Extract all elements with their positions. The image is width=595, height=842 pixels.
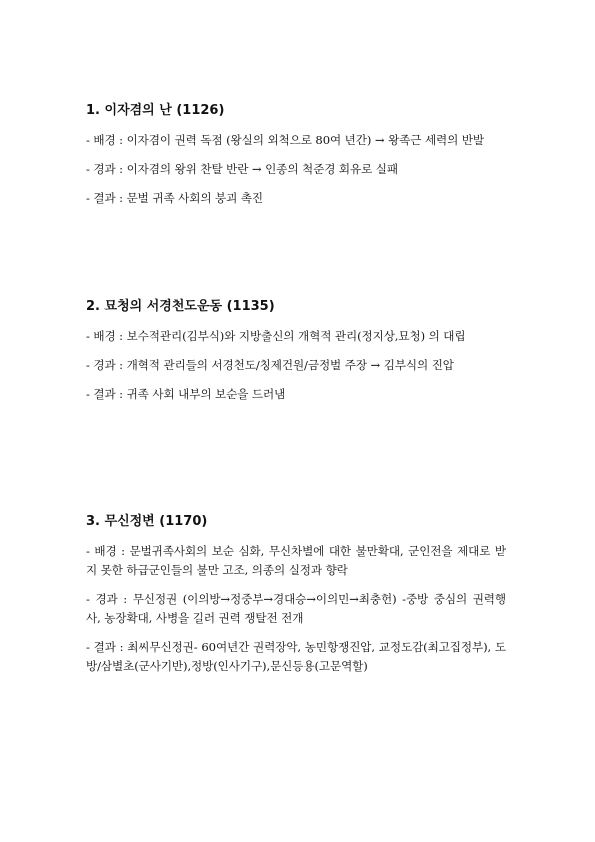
section-heading: 1. 이자겸의 난 (1126) [86, 103, 225, 118]
result-item: - 결과 : 최씨무신정권- 60여년간 권력장악, 농민항쟁진압, 교정도감(최고집정부), 도방/삼별초(군사기반),정방(인사기구),문신등용(고문역할) [86, 640, 506, 673]
section-yijagyeom-rebellion [86, 102, 506, 218]
process-item: - 경과 : 무신정권 (이의방→정중부→경대승→이의민→최충헌) -중방 중심의 권력행사, 농장확대, 사병을 길러 권력 쟁탈전 전개 [86, 592, 506, 625]
section-heading: 3. 무신정변 (1170) [86, 514, 208, 529]
section-military-coup [86, 513, 506, 686]
background-item: - 배경 : 이자겸이 권력 독점 (왕실의 외척으로 80여 년간) → 왕족근 세력의 반발 [86, 133, 485, 147]
section-myocheong-movement [86, 298, 506, 414]
process-item: - 경과 : 개혁적 관리들의 서경천도/칭제건원/금정벌 주장 → 김부식의 진압 [86, 358, 454, 372]
background-item: - 배경 : 문벌귀족사회의 보순 심화, 무신차별에 대한 불만확대, 군인전을 제대로 받지 못한 하급군인들의 불만 고조, 의종의 실정과 향락 [86, 544, 506, 577]
background-item: - 배경 : 보수적관리(김부식)와 지방출신의 개혁적 관리(정지상,묘청) 의 대립 [86, 329, 466, 343]
result-item: - 결과 : 문벌 귀족 사회의 붕괴 촉진 [86, 191, 264, 205]
section-heading: 2. 묘청의 서경천도운동 (1135) [86, 299, 275, 314]
process-item: - 경과 : 이자겸의 왕위 찬탈 반란 → 인종의 척준경 회유로 실패 [86, 162, 398, 176]
result-item: - 결과 : 귀족 사회 내부의 보순을 드러냄 [86, 387, 286, 401]
